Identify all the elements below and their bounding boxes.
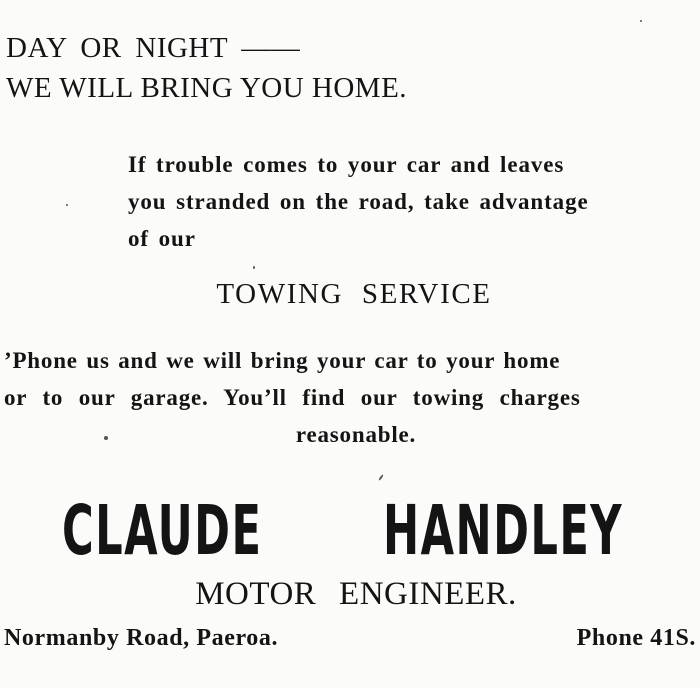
body-line-3: reasonable. [295,422,417,447]
print-speck [66,204,68,206]
business-name [0,490,700,571]
print-speck [640,20,642,22]
body-line-2: or to our garage. You’ll find our towing charges [4,385,581,410]
headline-line-2: WE WILL BRING YOU HOME. [6,72,408,104]
intro-paragraph [128,146,700,257]
print-speck [104,436,108,440]
business-address: Normanby Road, Paeroa. [4,625,279,651]
print-speck [378,474,384,481]
intro-line-2: you stranded on the road, take advantage [128,189,589,214]
service-heading: TOWING SERVICE [216,278,492,310]
business-phone: Phone 41S. [576,625,696,651]
business-title: MOTOR ENGINEER. [195,576,517,612]
intro-line-1: If trouble comes to your car and leaves [128,152,565,177]
business-first-name: CLAUDE [62,491,263,571]
intro-line-3: of our [128,226,196,251]
print-speck [253,266,255,269]
business-last-name: HANDLEY [383,491,624,571]
headline-line-1: DAY OR NIGHT —— [6,32,301,64]
body-paragraph [4,342,700,453]
body-line-1: ’Phone us and we will bring your car to your home [4,348,561,373]
